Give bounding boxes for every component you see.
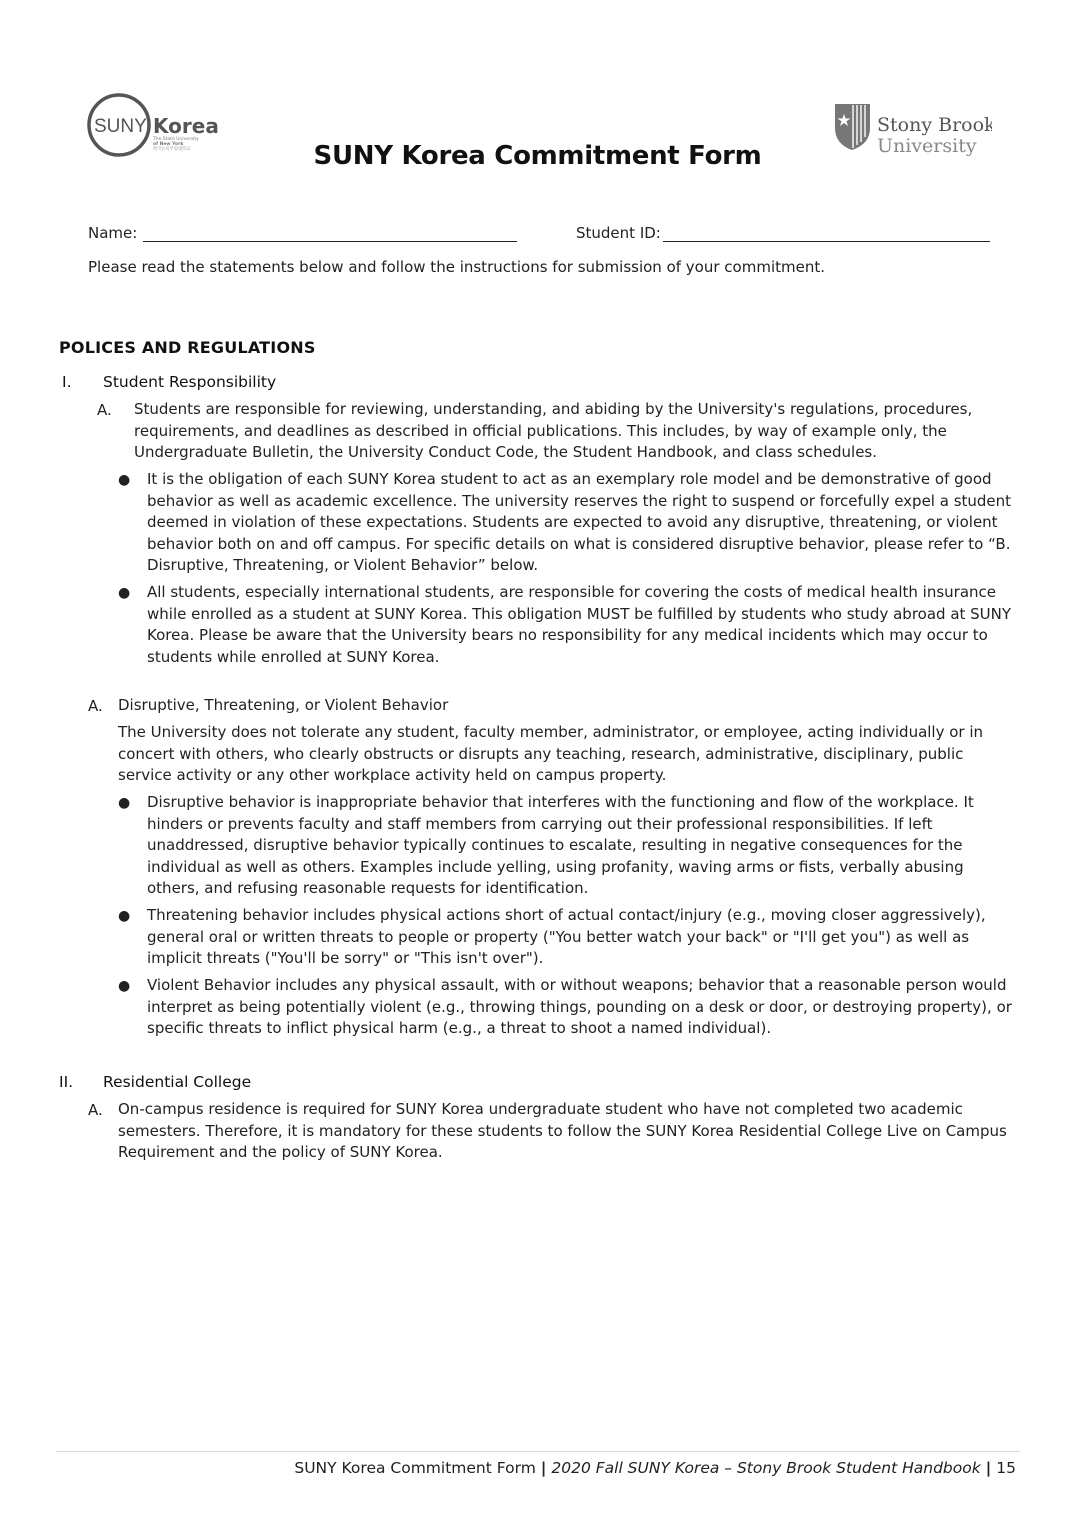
svg-text:The State University: The State University [153,137,199,142]
name-field-line[interactable] [143,241,517,242]
bullet-item: Disruptive behavior is inappropriate behavior that interferes with the functioning and flow of the workplace. It hinders or prevents faculty and staff members from carrying out their professional responsibilities. If left unaddressed, disruptive behavior typically continues to escalate, resulting in negative consequences for the individual as well as others. Examples include yelling, using profanity, waving arms or fists, verbally abusing others, and refusing reasonable requests for identification. [147,793,974,897]
page-number: 15 [996,1459,1016,1477]
residential-college-text: On-campus residence is required for SUNY Korea undergraduate student who have not completed two academic semesters. Therefore, it is mandatory for these students to follow the SUNY Korea Residential College Live on Campus Requirement and the policy of SUNY Korea. [118,1100,1007,1161]
footer-divider [56,1451,1020,1452]
svg-text:한국뉴욕주립대학교: 한국뉴욕주립대학교 [153,147,191,152]
stony-brook-text: Stony Brook [877,114,992,136]
list-marker: A. [88,697,103,715]
student-id-label: Student ID: [576,224,661,242]
intro-text: Please read the statements below and follow the instructions for submission of your commitment. [88,258,825,276]
disruptive-behavior-text: The University does not tolerate any student, faculty member, administrator, or employee, acting individually or in concert with others, who clearly obstructs or disrupts any teaching, research, administrative, disciplinary, public service activity or any other workplace activity held on campus property. [118,723,984,784]
page-title: SUNY Korea Commitment Form [313,141,762,171]
subsection-title: Disruptive, Threatening, or Violent Behavior [118,696,449,714]
bullet-item: It is the obligation of each SUNY Korea student to act as an exemplary role model and be demonstrative of good behavior as well as academic excellence. The university reserves the right to suspend or forcefully expel a student deemed in violation of these expectations. Students are expected to avoid any disruptive, threatening, or violent behavior both on and off campus. For specific details on what is considered disruptive behavior, please refer to “B. Disruptive, Threatening, or Violent Behavior” below. [147,470,1012,574]
bullet-item: All students, especially international students, are responsible for covering the costs of medical health insurance while enrolled as a student at SUNY Korea. This obligation MUST be fulfilled by students who study abroad at SUNY Korea. Please be aware that the University bears no responsibility for any medical incidents which may occur to students while enrolled at SUNY Korea. [147,583,1012,666]
bullet-item: Violent Behavior includes any physical assault, with or without weapons; behavior that a reasonable person would interpret as being potentially violent (e.g., throwing things, pounding on a desk or door, or destroying property), or specific threats to inflict physical harm (e.g., a threat to shoot a named individual). [147,976,1012,1037]
list-marker: A. [97,401,112,419]
student-responsibility-text: Students are responsible for reviewing, understanding, and abiding by the University's regulations, procedures, requirements, and deadlines as described in official publications. This includes, by way of example only, the Undergraduate Bulletin, the University Conduct Code, the Student Handbook, and class schedules. [134,400,973,461]
bullet-item: Threatening behavior includes physical actions short of actual contact/injury (e.g., moving closer aggressively), general oral or written threats to people or property ("You better watch your back" or "I'll get you") as well as implicit threats ("You'll be sorry" or "This isn't over"). [147,906,986,967]
section-heading: POLICES AND REGULATIONS [59,338,316,357]
list-marker: A. [88,1101,103,1119]
bullet-icon: ● [118,472,131,488]
university-text: University [877,135,977,156]
page-footer: SUNY Korea Commitment Form | 2020 Fall SUNY Korea – Stony Brook Student Handbook | 15 [294,1459,1016,1477]
bullet-icon: ● [118,585,131,601]
svg-text:of New York: of New York [153,142,184,147]
student-id-field-line[interactable] [663,241,990,242]
name-label: Name: [88,224,138,242]
suny-logo-text: SUNY [94,116,147,137]
bullet-icon: ● [118,978,131,994]
korea-logo-text: Korea [153,114,219,138]
bullet-icon: ● [118,795,131,811]
bullet-icon: ● [118,908,131,924]
